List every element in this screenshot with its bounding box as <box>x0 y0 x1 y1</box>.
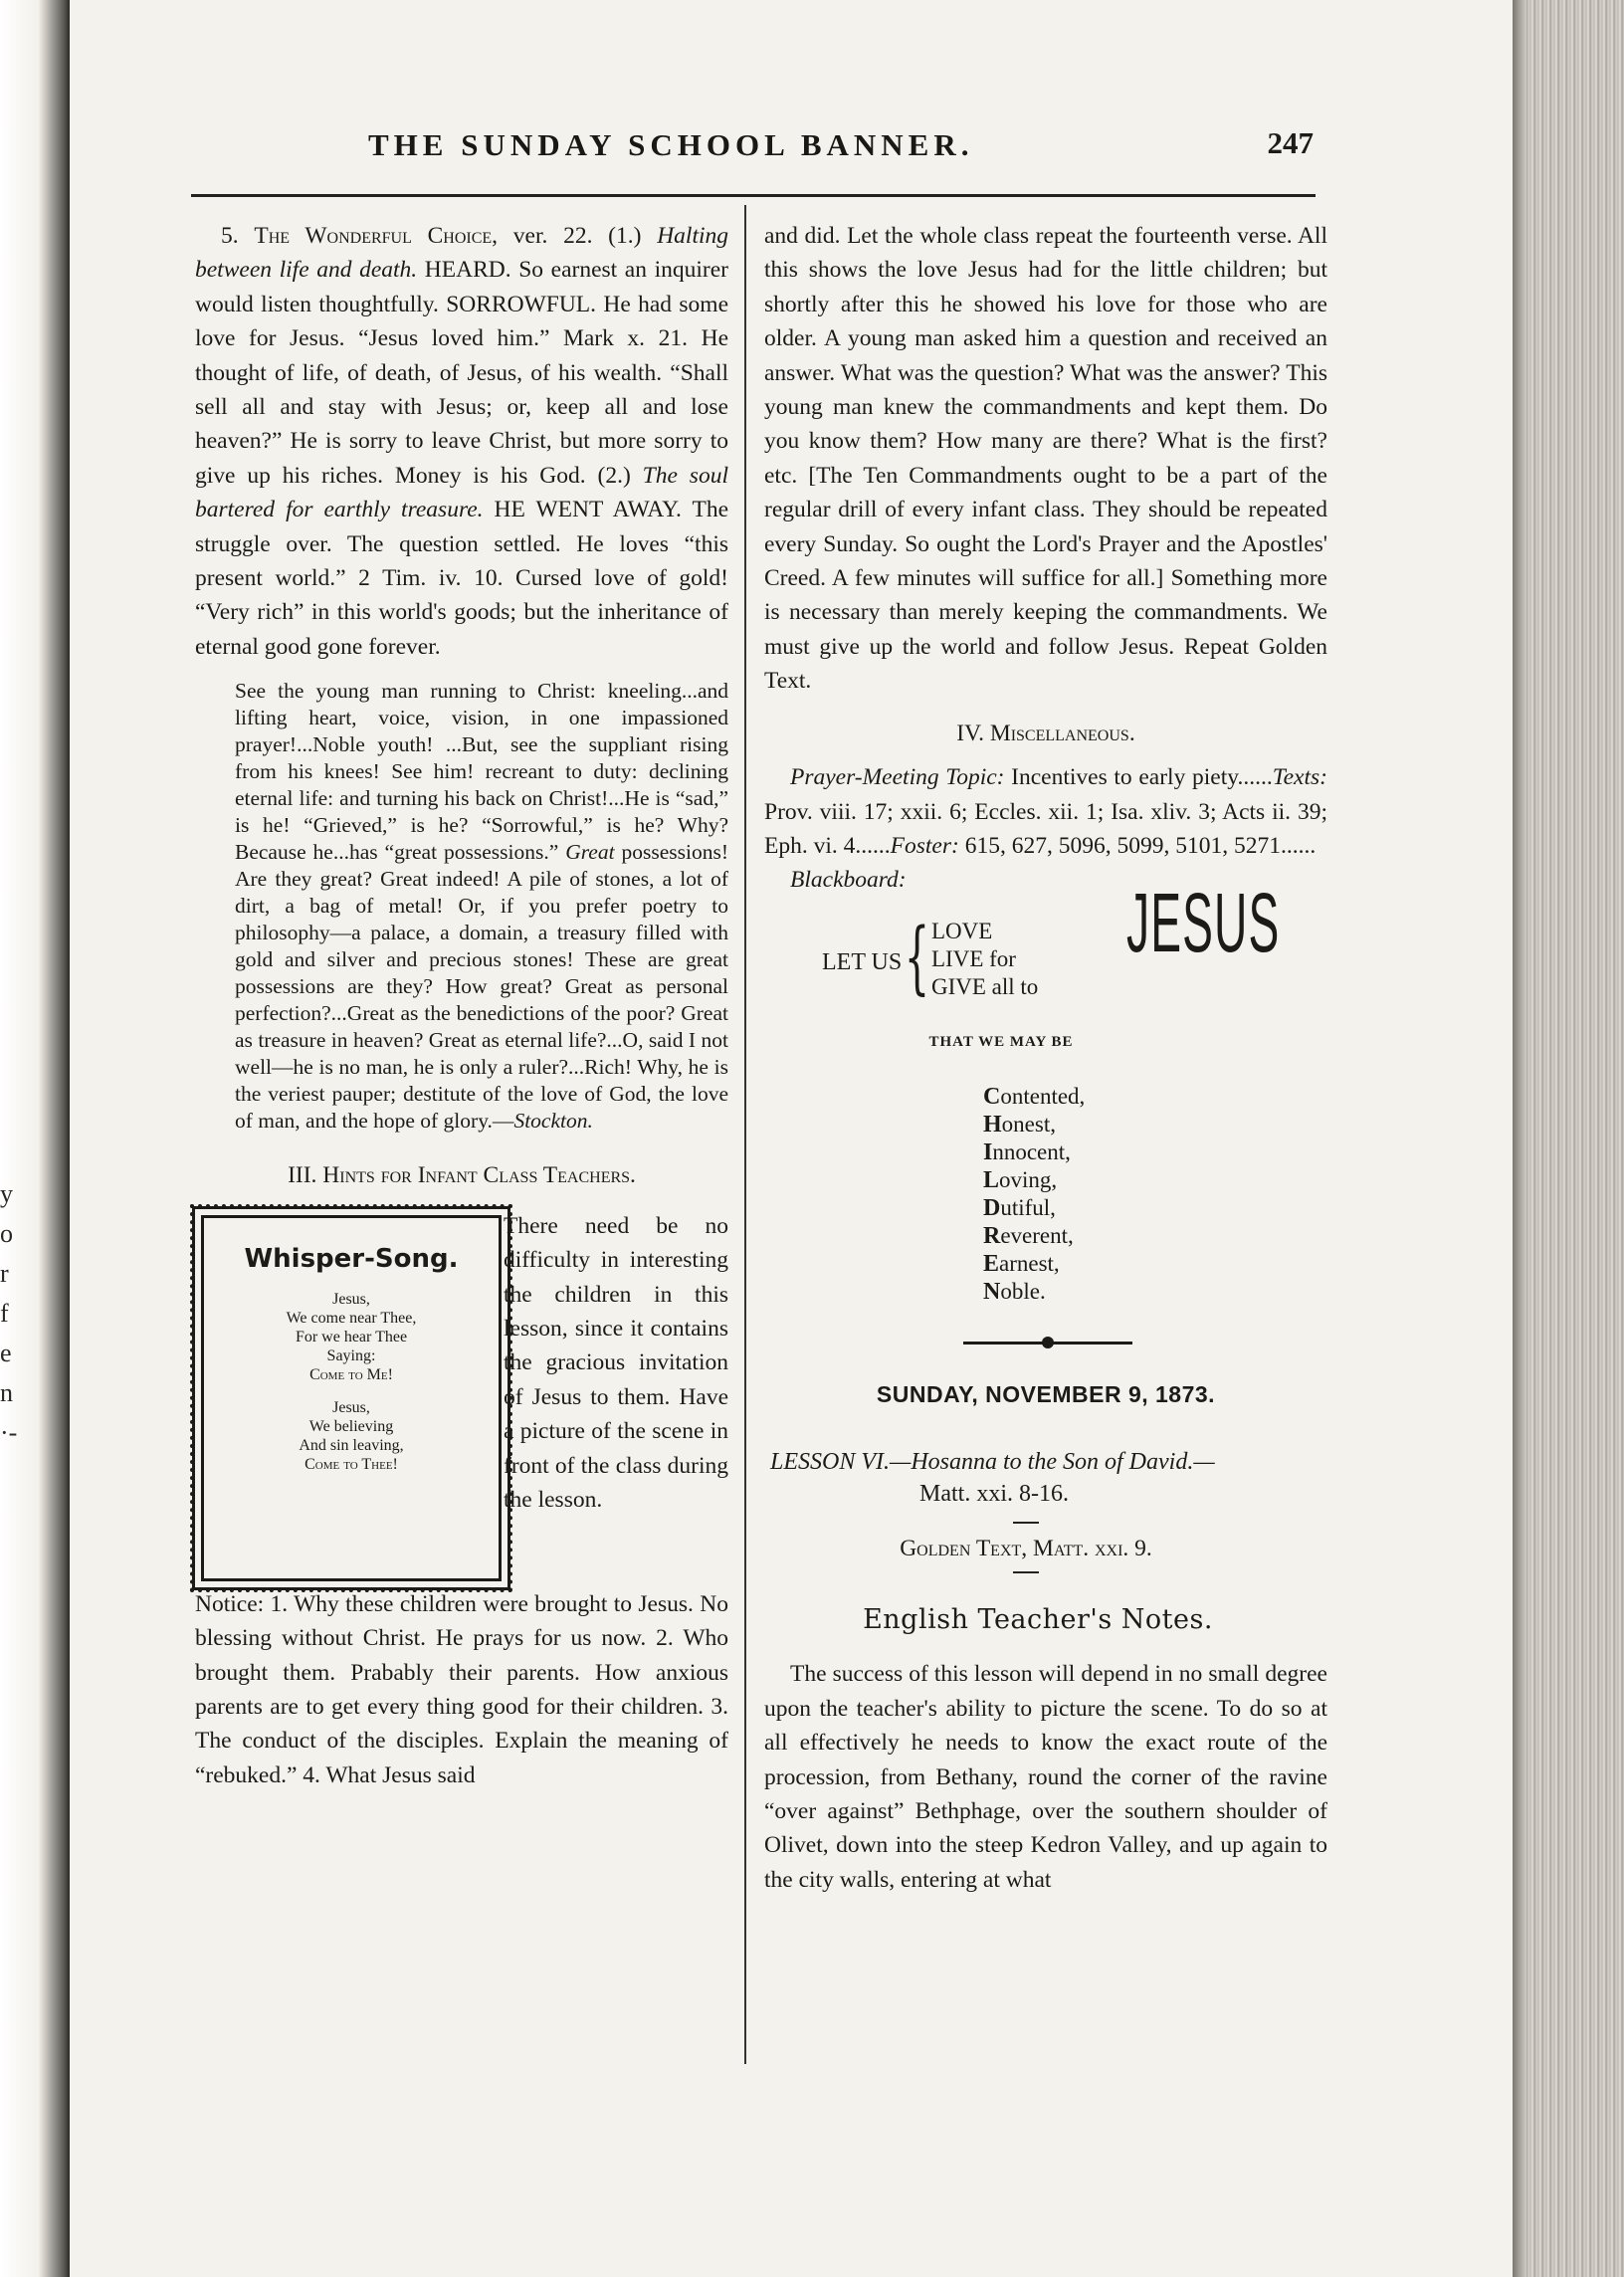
whisper-song-box <box>201 1215 502 1581</box>
acrostic-line: Honest, <box>983 1112 1056 1138</box>
infant-class-intro-text: There need be no difficulty in interesting the children in this lesson, since it contains the gracious invitation of Jesus to them. Have a picture of the scene in front of the class during the lesson. <box>504 1212 728 1513</box>
wonderful-choice-paragraph: 5. The Wonderful Choice, ver. 22. (1.) Halting between life and death. HEARD. So earnest an inquirer would listen thoughtfully. SORROWFUL. He had some love for Jesus. “Jesus loved him.” Mark x. 21. He thought of life, of death, of Jesus, of his wealth. “Shall sell all and stay with Jesus; or, keep all and lose heaven?” He is sorry to leave Christ, but more sorry to give up his riches. Money is his God. (2.) The soul bartered for earthly treasure. HE WENT AWAY. The struggle over. The question settled. He loves “this present world.” 2 Tim. iv. 10. Cursed love of gold! “Very rich” in this world's goods; but the inheritance of eternal good gone forever. <box>195 223 728 660</box>
header-rule <box>191 194 1316 197</box>
left-column <box>195 219 728 1792</box>
column-divider <box>744 205 746 2064</box>
adjacent-page-edge-text: y o r f e n ·- <box>0 1179 18 1447</box>
acrostic-line: Contented, <box>983 1084 1086 1111</box>
notice-paragraph: Notice: 1. Why these children were brought to Jesus. No blessing without Christ. He prays for us now. 2. Who brought them. Prabably their parents. How anxious parents are to get every thing good for their children. 3. The conduct of the disciples. Explain the meaning of “rebuked.” 4. What Jesus said <box>195 1590 728 1788</box>
acrostic-line: Loving, <box>983 1167 1058 1194</box>
commandments-paragraph: and did. Let the whole class repeat the fourteenth verse. All this shows the love Jesus had for the little children; but shortly after this he showed his love for those who are older. A young man asked him a question and received an answer. What was the question? What was the answer? This young man knew the commandments and kept them. Do you know them? How many are there? What is the first? etc. [The Ten Commandments ought to be a part of the regular drill of every infant class. They should be repeated every Sunday. So ought the Lord's Prayer and the Apostles' Creed. A few minutes will suffice for all.] Something more is necessary than merely keeping the commandments. We must give up the world and follow Jesus. Repeat Golden Text. <box>764 223 1327 695</box>
section-heading-infant-class: III. Hints for Infant Class Teachers. <box>288 1162 636 1189</box>
section-heading-miscellaneous: IV. Miscellaneous. <box>956 720 1135 746</box>
english-notes-paragraph: The success of this lesson will depend in no small degree upon the teacher's ability to picture the scene. To do so at all effectively he needs to know the exact route of the procession, from Bethany, round the corner of the ravine “over against” Bethphage, over the southern shoulder of Olivet, down into the steep Kedron Valley, and up again to the city walls, entering at what <box>764 1661 1327 1893</box>
sunday-date-heading: SUNDAY, NOVEMBER 9, 1873. <box>876 1381 1216 1408</box>
acrostic-line: Noble. <box>983 1279 1046 1306</box>
right-column <box>764 219 1327 1897</box>
page-header <box>189 127 1314 177</box>
acrostic-line: Reverent, <box>983 1223 1074 1250</box>
blackboard-label: Blackboard: <box>790 867 907 894</box>
book-page-edges <box>1513 0 1624 2277</box>
golden-text: Golden Text, Matt. xxi. 9. <box>900 1535 1152 1561</box>
whisper-song-verse-1: Jesus, We come near Thee, For we hear Thee Saying: Come to Me! <box>286 1290 417 1383</box>
whisper-song-title: Whisper-Song. <box>244 1243 459 1274</box>
prayer-meeting-paragraph: Prayer-Meeting Topic: Incentives to early piety......Texts: Prov. viii. 17; xxii. 6; Eccles. xii. 1; Isa. xliv. 3; Acts ii. 39; Eph. vi. 4......Foster: 615, 627, 5096, 5099, 5101, 5271...... <box>764 764 1327 859</box>
left-page-gutter <box>0 0 70 2277</box>
acrostic-line: Earnest, <box>983 1251 1060 1278</box>
christ-acrostic <box>983 1083 1327 1306</box>
stockton-quote: See the young man running to Christ: kneeling...and lifting heart, voice, vision, in one impassioned prayer!...Noble youth! ...But, see the suppliant rising from his knees! See him! recreant to duty: declining eternal life: and turning his back on Christ!...He is “sad,” is he! “Grieved,” is he? “Sorrowful,” is he? Why? Because he...has “great possessions.” Great possessions! Are they great? Great indeed! A pile of stones, a lot of dirt, a bag of metal! Or, if you prefer poetry to philosophy—a palace, a domain, a treasury filled with gold and silver and precious stones! These are great possessions are they? How great? Great as personal perfection?...Great as the benedictions of the poor? Great as treasure in heaven? Great as eternal life?...O, said I not well—he is no man, he is only a ruler?...Rich! Why, he is the veriest pauper; destitute of the love of God, the love of man, and the hope of glory.—Stockton. <box>235 679 728 1134</box>
let-us-label: LET US <box>822 948 903 975</box>
whisper-song-verse-2: Jesus, We believing And sin leaving, Come to Thee! <box>299 1398 404 1473</box>
that-we-may-be: THAT WE MAY BE <box>928 1033 1074 1050</box>
whisper-song-block <box>195 1209 728 1587</box>
running-title: THE SUNDAY SCHOOL BANNER. <box>368 127 974 162</box>
english-teachers-notes-heading: English Teacher's Notes. <box>863 1603 1213 1635</box>
lesson-title: LESSON VI.—Hosanna to the Son of David.— Matt. xxi. 8-16. <box>770 1448 1215 1507</box>
acrostic-line: Innocent, <box>983 1139 1071 1166</box>
love-live-give-list: LOVE LIVE for GIVE all to <box>931 918 1039 999</box>
short-rule <box>1013 1522 1039 1524</box>
jesus-large-text: JESUS <box>1126 875 1281 969</box>
brace-icon: { <box>904 910 930 1003</box>
acrostic-line: Dutiful, <box>983 1195 1056 1222</box>
ornamental-rule <box>764 1328 1327 1357</box>
page-number: 247 <box>1267 125 1314 160</box>
short-rule <box>1013 1571 1039 1573</box>
